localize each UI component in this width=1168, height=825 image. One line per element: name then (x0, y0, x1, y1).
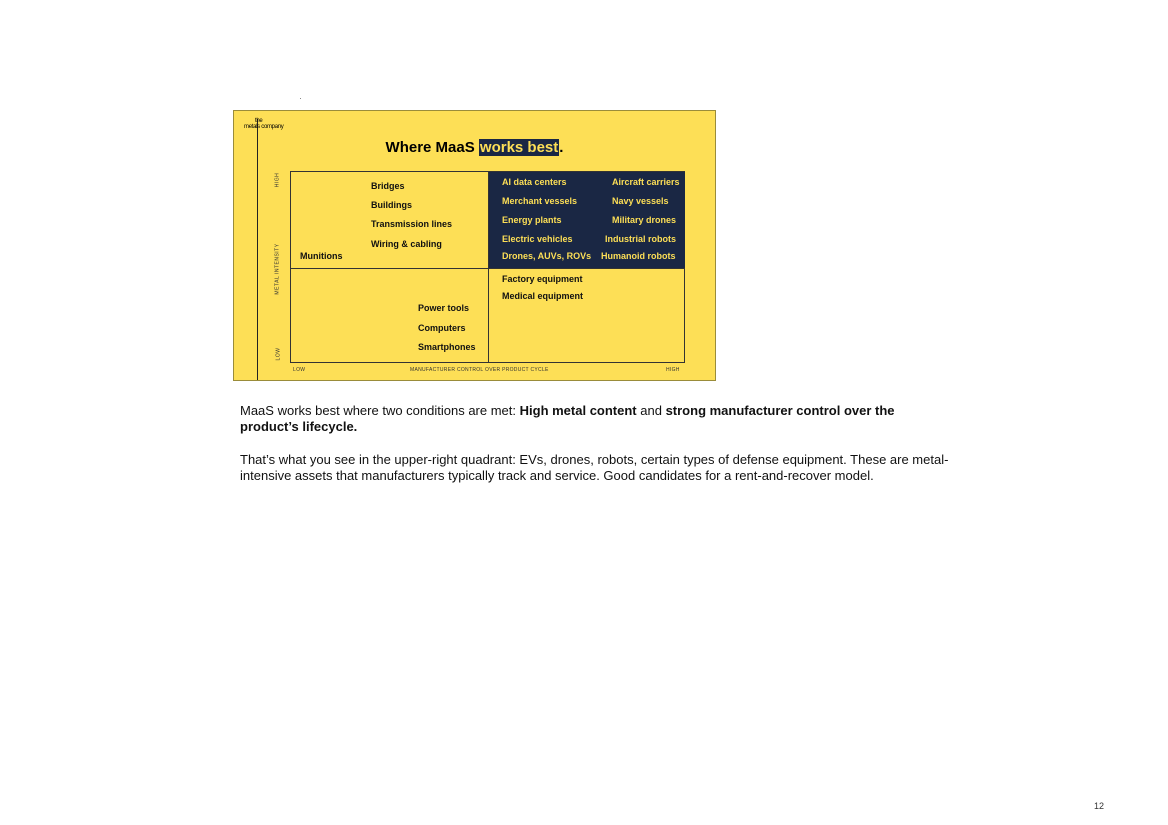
x-axis-high: HIGH (666, 367, 680, 373)
stray-dot (300, 98, 301, 99)
quadrant-item: Industrial robots (605, 234, 677, 244)
page-number: 12 (1094, 801, 1105, 811)
body-paragraph-2: That’s what you see in the upper-right quadrant: EVs, drones, robots, certain types of defense equipment. These are metal-intensive assets that manufacturers typically track and service. Good candidates for a rent-and-recover model. (240, 452, 949, 483)
quadrant-item: Electric vehicles (502, 234, 573, 244)
title-highlight: works best (479, 139, 559, 156)
quadrant-item: Transmission lines (371, 219, 453, 229)
x-axis-low: LOW (293, 367, 306, 373)
quadrant-item: Power tools (418, 303, 470, 313)
quadrant-item: Medical equipment (502, 291, 584, 301)
quadrant-item: Computers (418, 323, 466, 333)
x-axis-label: MANUFACTURER CONTROL OVER PRODUCT CYCLE (410, 367, 549, 373)
quadrant-item: Wiring & cabling (371, 239, 442, 249)
quadrant-item: Energy plants (502, 215, 562, 225)
slide-title: Where MaaS works best. (385, 139, 564, 156)
quadrant-item: Merchant vessels (502, 196, 578, 206)
vertical-divider (488, 172, 489, 362)
quadrant-item: Military drones (612, 215, 677, 225)
quadrant-item: Buildings (371, 200, 412, 210)
quadrant-item: Factory equipment (502, 274, 583, 284)
left-rule (257, 119, 258, 381)
quadrant-item: Humanoid robots (601, 251, 676, 261)
quadrant-item: Bridges (371, 181, 405, 191)
quadrant-item: Smartphones (418, 342, 476, 352)
quadrant-grid (290, 171, 685, 363)
quadrant-slide: the metals company Where MaaS works best. HIGH METAL INTENSITY LOW Bridges Buildings Transmission lines Wiring & cabling Munitions AI data centers Merchant vessels Energy plants Electric vehicles Drones, AUVs, ROVs Aircraft carriers Navy vessels Military drones Industrial robots Humanoid robots Power tools Computers Smartphones Factory equipment Medical equipment LOW MANUFACTURER CONTROL OVER PRODUCT CYCLE HIGH (233, 110, 716, 381)
quadrant-item: Munitions (300, 251, 343, 261)
quadrant-item: Navy vessels (612, 196, 669, 206)
quadrant-item: AI data centers (502, 177, 567, 187)
y-axis-high: HIGH (274, 172, 281, 188)
y-axis-label: METAL INTENSITY (274, 243, 281, 295)
body-paragraph-1: MaaS works best where two conditions are met: High metal content and strong manufacturer control over the product’s lifecycle. (240, 403, 895, 434)
y-axis-low: LOW (275, 347, 282, 361)
quadrant-item: Aircraft carriers (612, 177, 680, 187)
quadrant-item: Drones, AUVs, ROVs (502, 251, 592, 261)
